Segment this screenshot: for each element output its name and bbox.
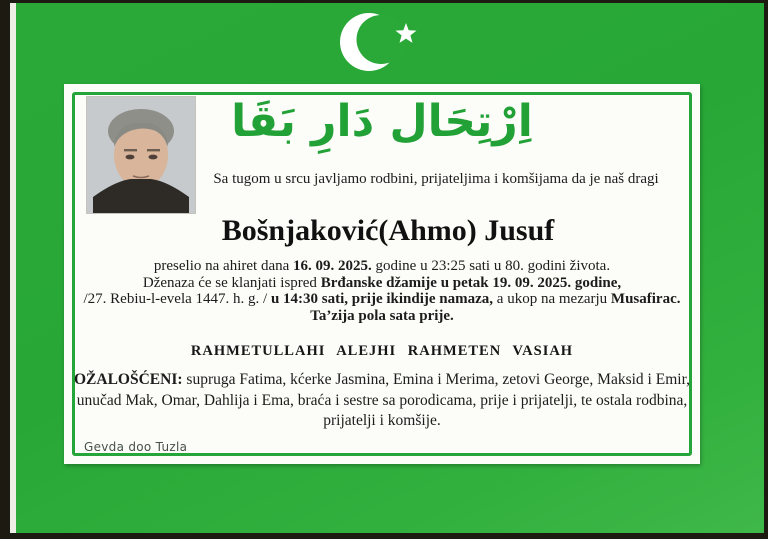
details-line-1: preselio na ahiret dana 16. 09. 2025. godine u 23:25 sati u 80. godini života. — [153, 258, 611, 274]
prayer-line: RAHMETULLAHI ALEJHI RAHMETEN VASIAH — [190, 343, 574, 359]
funeral-details — [68, 258, 696, 324]
mourners-text: supruga Fatima, kćerke Jasmina, Emina i Merima, zetovi George, Maksid i Emir, unučad Mak, Omar, Dahlija i Ema, braća i sestre sa porodicama, prije i prijatelji, te ostala rodbina, prijatelji i komšije. — [76, 371, 690, 429]
notice-sheet — [64, 84, 700, 464]
details-line-3: /27. Rebiu-l-evela 1447. h. g. / u 14:30 sati, prije ikindije namaza, a ukop na mezarju Musafirac. — [83, 291, 681, 307]
crescent-and-star-icon — [340, 8, 424, 76]
printer-credit: Gevda doo Tuzla — [84, 440, 188, 454]
details-line-4: Ta’zija pola sata prije. — [310, 307, 454, 324]
mourners-label: OŽALOŠĆENI: — [74, 371, 183, 388]
mourners-paragraph — [74, 370, 690, 432]
arabic-calligraphy: اِرْتِحَال دَارِ بَقَا — [231, 96, 533, 147]
intro-line: Sa tugom u srcu javljamo rodbini, prijateljima i komšijama da je naš dragi — [213, 171, 659, 187]
deceased-name: Bošnjaković(Ahmo) Jusuf — [221, 214, 555, 247]
details-line-2: Dženaza će se klanjati ispred Brđanske džamije u petak 19. 09. 2025. godine, — [142, 274, 622, 291]
